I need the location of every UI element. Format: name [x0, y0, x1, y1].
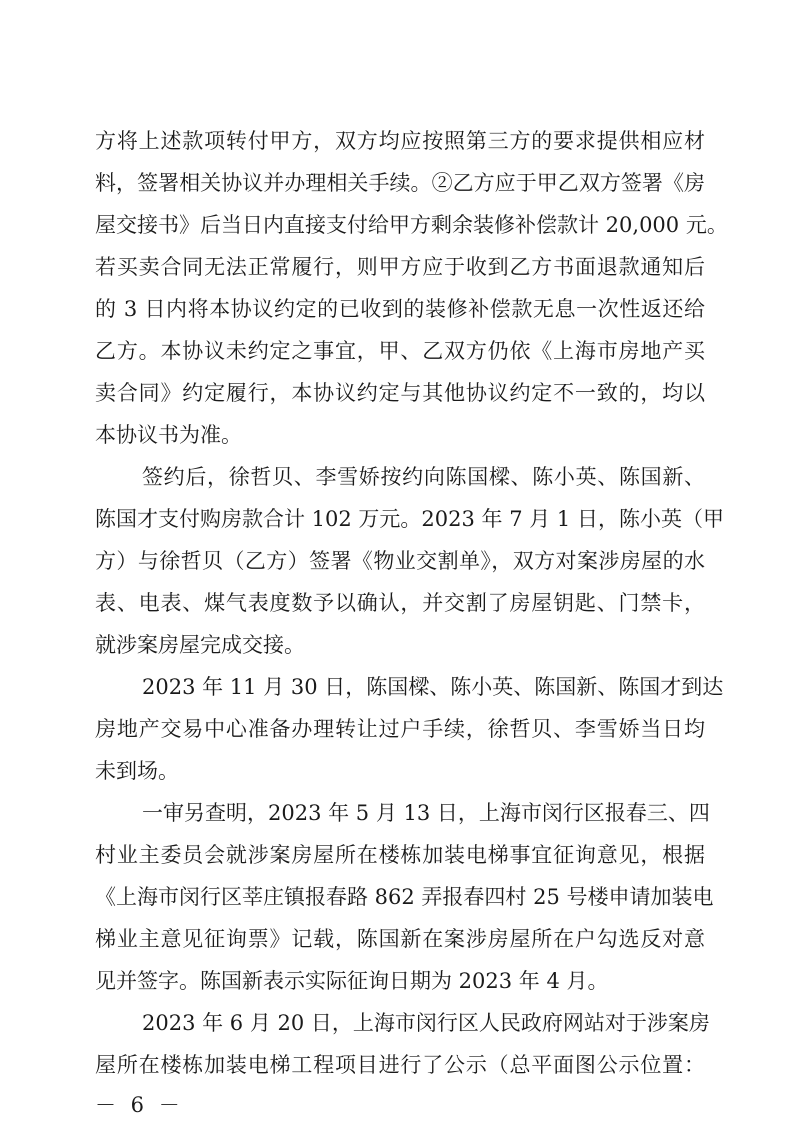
- text-line-10: 陈国才支付购房款合计 102 万元。2023 年 7 月 1 日，陈小英（甲: [95, 507, 724, 531]
- text-line-20: 梯业主意见征询票》记载，陈国新在案涉房屋所在户勾选反对意: [95, 927, 705, 951]
- text-line-7: 卖合同》约定履行，本协议约定与其他协议约定不一致的，均以: [95, 381, 705, 405]
- text-line-4: 若买卖合同无法正常履行，则甲方应于收到乙方书面退款通知后: [95, 255, 705, 279]
- text-line-1: 方将上述款项转付甲方，双方均应按照第三方的要求提供相应材: [95, 129, 705, 153]
- text-line-17: 一审另查明，2023 年 5 月 13 日，上海市闵行区报春三、四: [142, 801, 710, 825]
- text-line-15: 房地产交易中心准备办理转让过户手续，徐哲贝、李雪娇当日均: [95, 717, 705, 741]
- text-line-8: 本协议书为准。: [95, 423, 242, 447]
- text-line-16: 未到场。: [95, 759, 179, 783]
- text-line-18: 村业主委员会就涉案房屋所在楼栋加装电梯事宜征询意见，根据: [95, 843, 705, 867]
- text-line-19: 《上海市闵行区莘庄镇报春路 862 弄报春四村 25 号楼申请加装电: [95, 885, 714, 909]
- text-line-21: 见并签字。陈国新表示实际征询日期为 2023 年 4 月。: [95, 969, 609, 993]
- page-number: － 6 －: [95, 1093, 184, 1117]
- text-line-11: 方）与徐哲贝（乙方）签署《物业交割单》，双方对案涉房屋的水: [95, 549, 705, 573]
- text-line-9: 签约后，徐哲贝、李雪娇按约向陈国樑、陈小英、陈国新、: [142, 465, 705, 489]
- text-line-3: 屋交接书》后当日内直接支付给甲方剩余装修补偿款计 20,000 元。: [95, 213, 728, 237]
- text-line-22: 2023 年 6 月 20 日，上海市闵行区人民政府网站对于涉案房: [142, 1011, 710, 1035]
- text-line-5: 的 3 日内将本协议约定的已收到的装修补偿款无息一次性返还给: [95, 297, 705, 321]
- text-line-14: 2023 年 11 月 30 日，陈国樑、陈小英、陈国新、陈国才到达: [142, 675, 724, 699]
- text-line-13: 就涉案房屋完成交接。: [95, 633, 305, 657]
- text-line-23: 屋所在楼栋加装电梯工程项目进行了公示（总平面图公示位置：: [95, 1053, 705, 1077]
- text-line-12: 表、电表、煤气表度数予以确认，并交割了房屋钥匙、门禁卡，: [95, 591, 705, 615]
- text-line-6: 乙方。本协议未约定之事宜，甲、乙双方仍依《上海市房地产买: [95, 339, 705, 363]
- text-line-2: 料，签署相关协议并办理相关手续。②乙方应于甲乙双方签署《房: [95, 171, 705, 195]
